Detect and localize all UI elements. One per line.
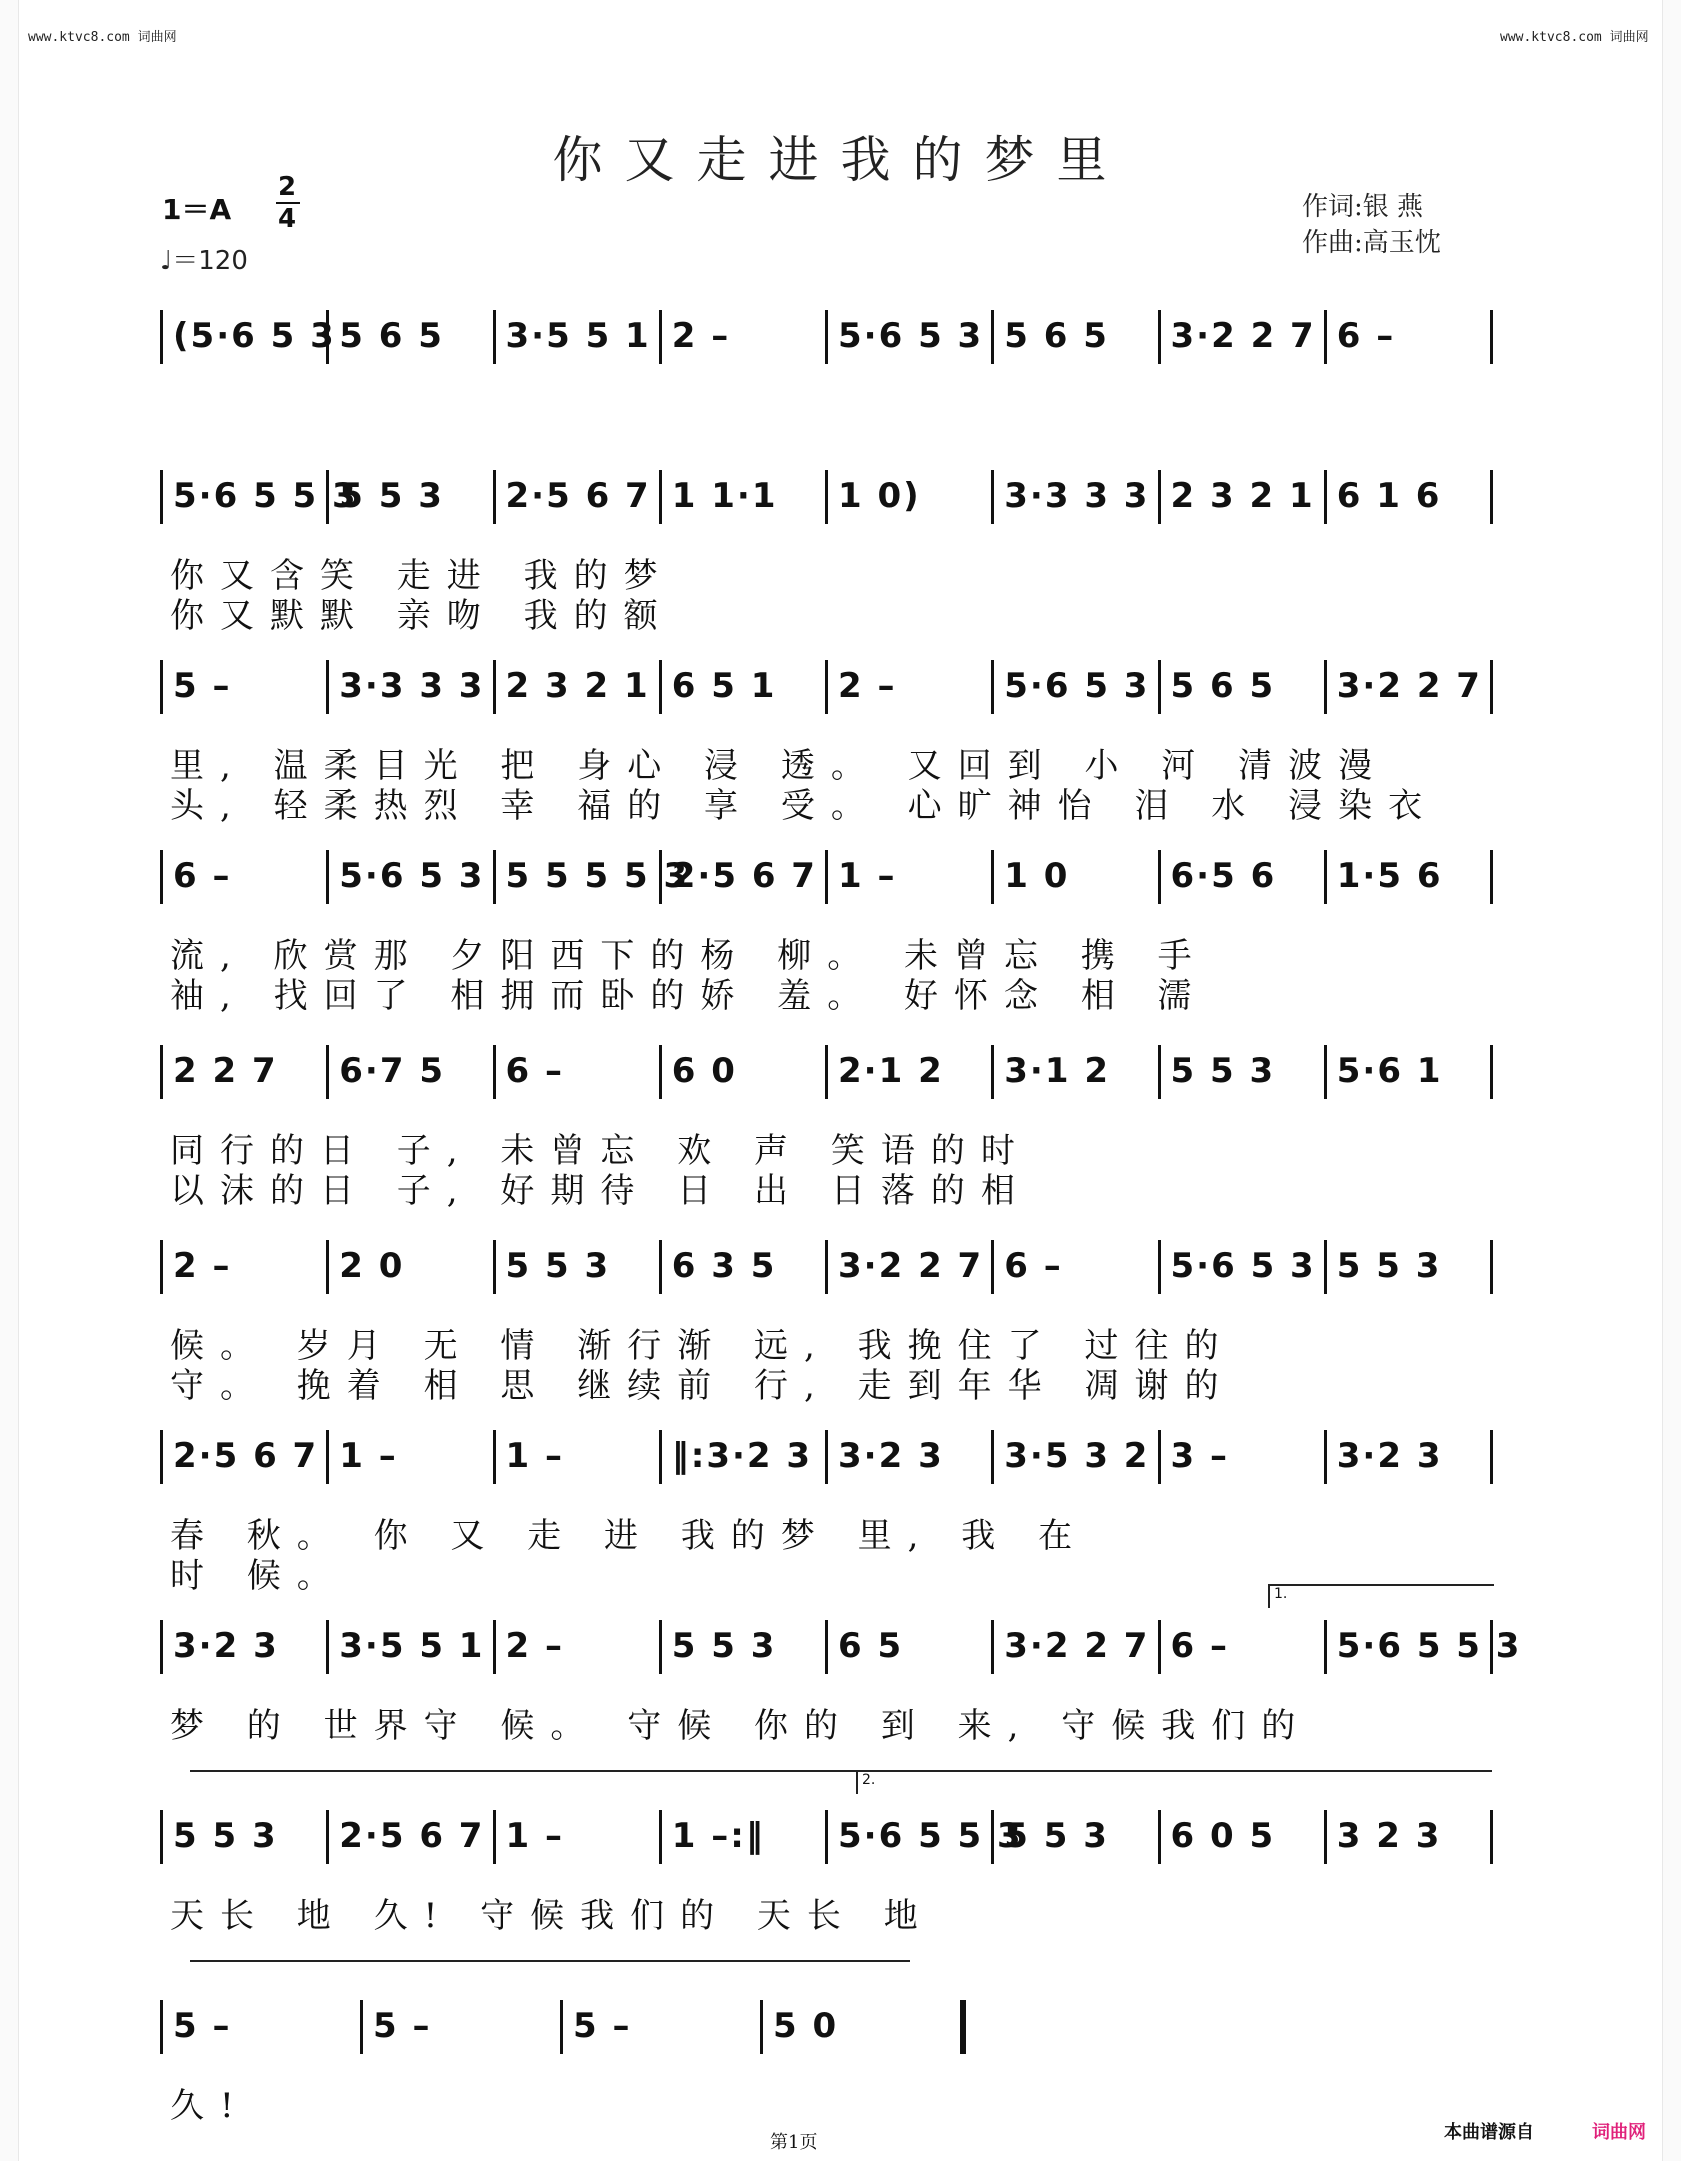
footer-source: 本曲谱源自 xyxy=(1444,2122,1534,2143)
measure xyxy=(1158,310,1327,364)
measure-notes: 6 0 xyxy=(671,1051,737,1091)
measure-notes: 6 5 xyxy=(838,1626,904,1666)
measure-notes: 5 – xyxy=(573,2006,632,2046)
measure-notes: ‖:3·2 3 xyxy=(671,1436,813,1476)
tie-line-row10 xyxy=(190,1960,910,1962)
measure-notes: 3·5 5 1 xyxy=(339,1626,485,1666)
note-line xyxy=(160,310,1500,370)
measure-notes: 1 – xyxy=(505,1436,564,1476)
note-line xyxy=(160,2000,1500,2060)
lyric-line-1: 梦 的 世界守 候。 守候 你的 到 来, 守候我们的 xyxy=(170,1706,1312,1746)
measure-notes: 5·6 5 5 3 xyxy=(1336,1626,1522,1666)
lyric-line-1: 候。 岁月 无 情 渐行渐 远, 我挽住了 过往的 xyxy=(170,1326,1235,1366)
measure xyxy=(493,1430,662,1484)
measure-notes: 5 5 3 xyxy=(1170,1051,1276,1091)
measure xyxy=(825,1810,1023,1864)
measure xyxy=(160,660,329,714)
measure-notes: 5·6 5 3 xyxy=(1004,666,1150,706)
measure xyxy=(659,1620,828,1674)
note-line xyxy=(160,1430,1500,1490)
measure xyxy=(1324,310,1493,364)
measure xyxy=(160,1240,329,1294)
measure xyxy=(326,310,495,364)
measure xyxy=(493,850,690,904)
measure-notes: 6 – xyxy=(505,1051,564,1091)
note-line xyxy=(160,660,1500,720)
measure xyxy=(991,1240,1160,1294)
note-line xyxy=(160,470,1500,530)
composer-credit: 作曲:高玉忱 xyxy=(1302,228,1441,258)
measure-notes: (5·6 5 3 xyxy=(173,316,336,356)
measure-notes: 6 3 5 xyxy=(671,1246,777,1286)
measure-notes: 1 –:‖ xyxy=(671,1816,765,1856)
measure-notes: 2 2 7 xyxy=(173,1051,278,1091)
measure-notes: 3·2 3 xyxy=(173,1626,279,1666)
measure-notes: 5 – xyxy=(173,2006,232,2046)
measure xyxy=(360,2000,563,2054)
barline xyxy=(1487,850,1493,904)
measure xyxy=(160,1430,329,1484)
note-line xyxy=(160,1620,1522,1680)
measure xyxy=(991,1620,1160,1674)
measure xyxy=(991,850,1160,904)
site-watermark-right[interactable]: www.ktvc8.com 词曲网 xyxy=(1500,30,1649,45)
lyricist-credit: 作词:银 燕 xyxy=(1302,192,1424,222)
lyric-line-1: 天长 地 久! 守候我们的 天长 地 xyxy=(170,1896,934,1936)
measure xyxy=(1324,1240,1493,1294)
measure-notes: 6 5 1 xyxy=(671,666,777,706)
measure xyxy=(1324,1045,1493,1099)
measure-notes: 5 6 5 xyxy=(339,316,444,356)
time-signature-numerator: 2 xyxy=(278,172,297,202)
lyric-line-2: 守。 挽着 相 思 继续前 行, 走到年华 凋谢的 xyxy=(170,1366,1235,1406)
measure-notes: 5 6 5 xyxy=(1004,316,1109,356)
measure-notes: 3 – xyxy=(1170,1436,1229,1476)
measure xyxy=(659,470,828,524)
barline xyxy=(1487,470,1493,524)
measure-notes: 5 5 5 5 3 xyxy=(505,856,690,896)
measure xyxy=(825,850,994,904)
tie-line-row9 xyxy=(190,1770,1490,1772)
page-number: 第1页 xyxy=(770,2132,818,2153)
lyric-line-2: 袖, 找回了 相拥而卧的娇 羞。 好怀念 相 濡 xyxy=(170,976,1208,1016)
measure xyxy=(825,1045,994,1099)
measure-notes: 2·5 6 7 xyxy=(173,1436,319,1476)
measure-notes: 6 1 6 xyxy=(1336,476,1442,516)
measure xyxy=(560,2000,763,2054)
measure-notes: 2 0 xyxy=(339,1246,405,1286)
lyric-line-2: 以沫的日 子, 好期待 日 出 日落的相 xyxy=(170,1171,1031,1211)
measure-notes: 3·2 2 7 xyxy=(1170,316,1316,356)
measure xyxy=(991,470,1160,524)
measure xyxy=(326,660,495,714)
measure xyxy=(659,1240,828,1294)
measure xyxy=(160,1045,329,1099)
measure xyxy=(493,310,662,364)
measure-notes: 1·5 6 xyxy=(1336,856,1443,896)
tempo-marking: ♩＝120 xyxy=(160,246,248,276)
measure-notes: 5·6 5 5 3 xyxy=(173,476,358,516)
measure xyxy=(659,850,828,904)
measure xyxy=(991,1810,1160,1864)
note-line xyxy=(160,850,1500,910)
measure-notes: 2·5 6 7 xyxy=(671,856,817,896)
measure xyxy=(991,660,1160,714)
measure-notes: 6 0 5 xyxy=(1170,1816,1276,1856)
measure-notes: 3 2 3 xyxy=(1336,1816,1442,1856)
measure xyxy=(493,1045,662,1099)
measure xyxy=(991,310,1160,364)
measure-notes: 3·3 3 3 xyxy=(1004,476,1150,516)
left-margin-strip xyxy=(0,0,19,2161)
measure xyxy=(160,850,329,904)
measure-notes: 5·6 5 3 xyxy=(838,316,984,356)
lyric-line-2: 时 候。 xyxy=(170,1556,347,1596)
measure xyxy=(825,1430,994,1484)
measure-notes: 5·6 5 5 3 xyxy=(838,1816,1023,1856)
measure-notes: 5·6 1 xyxy=(1336,1051,1443,1091)
measure xyxy=(1158,1240,1327,1294)
barline xyxy=(1487,1240,1493,1294)
measure xyxy=(493,660,662,714)
lyric-line-2: 你又默默 亲吻 我的额 xyxy=(170,596,674,636)
site-watermark-left[interactable]: www.ktvc8.com 词曲网 xyxy=(28,30,177,45)
measure-notes: 1 1·1 xyxy=(671,476,778,516)
measure-notes: 3·1 2 xyxy=(1004,1051,1110,1091)
measure-notes: 5 5 3 xyxy=(339,476,444,516)
measure xyxy=(160,310,336,364)
measure-notes: 5·6 5 3 xyxy=(1170,1246,1316,1286)
volta-ending-2: 2. xyxy=(856,1770,1492,1794)
measure-notes: 5·6 5 3 xyxy=(339,856,485,896)
measure xyxy=(493,1240,662,1294)
lyric-line-1: 你又含笑 走进 我的梦 xyxy=(170,556,674,596)
measure-notes: 2 3 2 1 xyxy=(505,666,650,706)
measure xyxy=(825,470,994,524)
measure xyxy=(659,660,828,714)
note-line xyxy=(160,1045,1500,1105)
measure xyxy=(659,1810,828,1864)
measure-notes: 5 5 3 xyxy=(505,1246,611,1286)
measure xyxy=(160,2000,363,2054)
measure xyxy=(326,1620,495,1674)
measure xyxy=(326,850,495,904)
measure-notes: 6 – xyxy=(1170,1626,1229,1666)
final-barline xyxy=(957,2000,966,2054)
measure-notes: 3·2 3 xyxy=(1336,1436,1443,1476)
measure-notes: 2 – xyxy=(671,316,731,356)
measure-notes: 1 – xyxy=(505,1816,564,1856)
measure-notes: 3·3 3 3 xyxy=(339,666,485,706)
footer-brand-link[interactable]: 词曲网 xyxy=(1592,2122,1646,2143)
measure xyxy=(160,1620,329,1674)
measure xyxy=(1158,1620,1327,1674)
measure xyxy=(659,1045,828,1099)
measure-notes: 2 3 2 1 xyxy=(1170,476,1315,516)
measure-notes: 5 6 5 xyxy=(1170,666,1276,706)
measure xyxy=(326,1430,495,1484)
measure-notes: 2 – xyxy=(838,666,897,706)
measure xyxy=(160,470,358,524)
measure xyxy=(326,1045,495,1099)
measure xyxy=(1324,1810,1493,1864)
measure xyxy=(659,1430,828,1484)
measure xyxy=(1158,660,1327,714)
measure-notes: 1 – xyxy=(339,1436,398,1476)
measure-notes: 3·2 2 7 xyxy=(838,1246,984,1286)
measure xyxy=(825,1240,994,1294)
measure-notes: 1 0) xyxy=(838,476,921,516)
measure xyxy=(493,1620,662,1674)
barline xyxy=(1487,310,1493,364)
measure xyxy=(1324,470,1493,524)
measure-notes: 5 0 xyxy=(773,2006,839,2046)
measure xyxy=(1324,1620,1522,1674)
measure-notes: 2·5 6 7 xyxy=(339,1816,485,1856)
measure xyxy=(825,660,994,714)
measure-notes: 1 0 xyxy=(1004,856,1070,896)
lyric-line-1: 里, 温柔目光 把 身心 浸 透。 又回到 小 河 清波漫 xyxy=(170,746,1389,786)
volta-ending-1: 1. xyxy=(1268,1584,1494,1608)
measure-notes: 1 – xyxy=(838,856,897,896)
barline xyxy=(1487,660,1493,714)
measure xyxy=(1324,660,1493,714)
measure-notes: 2 – xyxy=(173,1246,232,1286)
measure xyxy=(659,310,828,364)
measure-notes: 2·1 2 xyxy=(838,1051,944,1091)
barline xyxy=(1487,1045,1493,1099)
measure xyxy=(991,1045,1160,1099)
measure-notes: 5 – xyxy=(373,2006,432,2046)
measure xyxy=(1324,850,1493,904)
measure-notes: 6 – xyxy=(1336,316,1396,356)
measure xyxy=(326,1240,495,1294)
measure xyxy=(1158,1430,1327,1484)
measure-notes: 3·2 2 7 xyxy=(1004,1626,1150,1666)
measure-notes: 6·7 5 xyxy=(339,1051,445,1091)
measure-notes: 5 5 3 xyxy=(1336,1246,1442,1286)
measure-notes: 3·5 5 1 xyxy=(505,316,651,356)
lyric-line-2: 头, 轻柔热烈 幸 福的 享 受。 心旷神怡 泪 水 浸染衣 xyxy=(170,786,1439,826)
measure-notes: 5 5 3 xyxy=(173,1816,278,1856)
measure-notes: 6 – xyxy=(173,856,232,896)
measure xyxy=(1158,1810,1327,1864)
note-line xyxy=(160,1810,1500,1870)
song-title: 你又走进我的梦里 xyxy=(552,131,1129,189)
measure xyxy=(760,2000,963,2054)
measure xyxy=(991,1430,1160,1484)
measure xyxy=(1324,1430,1493,1484)
measure xyxy=(1158,850,1327,904)
measure xyxy=(326,1810,495,1864)
measure xyxy=(825,310,994,364)
right-margin-strip xyxy=(1662,0,1681,2161)
measure-notes: 5 – xyxy=(173,666,232,706)
measure xyxy=(1158,470,1327,524)
measure xyxy=(326,470,495,524)
lyric-line-1: 久! xyxy=(170,2086,250,2126)
barline xyxy=(1487,1620,1493,1674)
lyric-line-1: 同行的日 子, 未曾忘 欢 声 笑语的时 xyxy=(170,1131,1031,1171)
measure-notes: 3·5 3 2 xyxy=(1004,1436,1150,1476)
measure-notes: 3·2 3 xyxy=(838,1436,944,1476)
barline xyxy=(1487,1430,1493,1484)
lyric-line-1: 流, 欣赏那 夕阳西下的杨 柳。 未曾忘 携 手 xyxy=(170,936,1208,976)
measure xyxy=(1158,1045,1327,1099)
measure-notes: 6 – xyxy=(1004,1246,1063,1286)
measure-notes: 5 5 3 xyxy=(671,1626,777,1666)
barline xyxy=(1487,1810,1493,1864)
time-signature-denominator: 4 xyxy=(278,204,297,234)
key-signature: 1＝A xyxy=(162,193,232,226)
measure-notes: 3·2 2 7 xyxy=(1336,666,1482,706)
measure-notes: 6·5 6 xyxy=(1170,856,1277,896)
measure xyxy=(825,1620,994,1674)
measure-notes: 2 – xyxy=(505,1626,564,1666)
note-line xyxy=(160,1240,1500,1300)
measure xyxy=(160,1810,329,1864)
measure-notes: 5 5 3 xyxy=(1004,1816,1109,1856)
measure-notes: 2·5 6 7 xyxy=(505,476,651,516)
lyric-line-1: 春 秋。 你 又 走 进 我的梦 里, 我 在 xyxy=(170,1516,1089,1556)
measure xyxy=(493,470,662,524)
measure xyxy=(493,1810,662,1864)
